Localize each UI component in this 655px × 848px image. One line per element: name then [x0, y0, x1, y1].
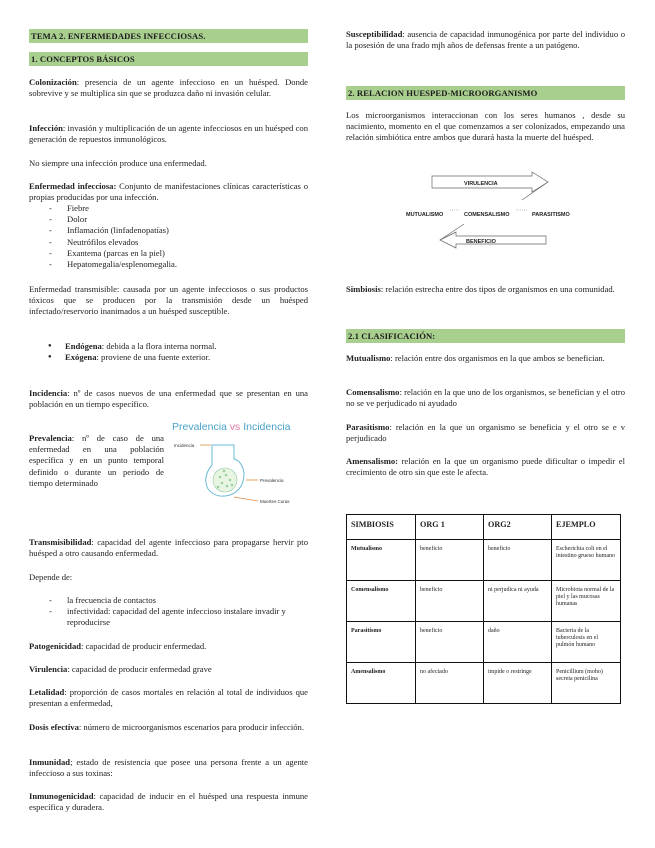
table-header-row [347, 515, 621, 540]
def-letalidad: Letalidad: proporción de casos mortales en relación al total de individuos que presentan a enfermedad, [29, 687, 308, 709]
label-incidencia: Incidencia [174, 443, 195, 448]
table-cell: Amensalismo [347, 663, 416, 704]
table-cell: Penicillium (moho) secreta penicilina [552, 663, 621, 704]
list-item: ● Endógena: debida a la flora interna normal. [29, 341, 308, 352]
def-enfermedad-infecciosa: Enfermedad infecciosa: Conjunto de manifestaciones clínicas características o propias producidas por una infección. [29, 181, 309, 203]
def-colonizacion: Colonización: presencia de un agente infeccioso en un huésped. Donde sobrevive y se multiplica sin que se produzca daño ni invasión celular. [29, 77, 308, 99]
figure-drawing [172, 435, 308, 507]
table-cell: daño [484, 622, 552, 663]
list-item: - Neutrófilos elevados [29, 237, 308, 248]
table-cell: beneficio [416, 581, 484, 622]
table-header: ORG 1 [416, 515, 484, 540]
label-virulencia: VIRULENCIA [464, 181, 498, 187]
table-cell: Parasitismo [347, 622, 416, 663]
relacion-paragraph: Los microorganismos interaccionan con los seres humanos , desde su nacimiento, momento en el que comenzamos a ser colonizados, empezando una relación simbiótica entre ambos que durará hasta la muerte del huésped. [346, 110, 625, 143]
label-mutualismo: MUTUALISMO [406, 212, 444, 218]
label-parasitismo: PARASITISMO [532, 212, 570, 218]
label-beneficio: BENEFICIO [466, 239, 496, 245]
table-row [347, 622, 621, 663]
table-cell: impide o restringe [484, 663, 552, 704]
list-item: - infectividad: capacidad del agente infeccioso instalare invadir y reproducirse [29, 606, 308, 628]
table-row [347, 540, 621, 581]
table-cell: Microbiota normal de la piel y las mucosas humanas [552, 581, 621, 622]
table-row [347, 663, 621, 704]
def-amensalismo: Amensalismo: relación en la que un organismo puede dificultar o impedir el crecimiento de otro sin que este le afecta. [346, 456, 625, 478]
def-virulencia: Virulencia: capacidad de producir enfermedad grave [29, 664, 212, 674]
table-cell: beneficio [416, 622, 484, 663]
def-patogenicidad: Patogenicidad: capacidad de producir enfermedad. [29, 641, 207, 651]
table-cell: Escherichia coli en el intestino grueso humano [552, 540, 621, 581]
label-prevalencia: Prevalencia [260, 478, 284, 483]
list-item: - Dolor [29, 214, 308, 225]
section-heading-conceptos: 1. CONCEPTOS BÁSICOS [29, 52, 308, 66]
def-parasitismo: Parasitismo: relación en la que un organismo se beneficia y el otro se e v perjudicado [346, 422, 625, 444]
symbiosis-spectrum-diagram [400, 168, 580, 264]
table-cell: beneficio [416, 540, 484, 581]
def-enfermedad-transmisible: Enfermedad transmisible: causada por un agente infecciosos o sus productos tóxicos que se producen por la transmisión desde un huésped infectado/reservorio inanimados a un huésped susceptible. [29, 284, 308, 317]
list-item: - Fiebre [29, 203, 308, 214]
table-cell: Mutualismo [347, 540, 416, 581]
def-infeccion: Infección: invasión y multiplicación de un agente infecciosos en un huésped con generación de repuestos inmunológicos. [29, 123, 308, 145]
figure-title: Prevalencia vs Incidencia [172, 421, 291, 433]
table-cell: no afectado [416, 663, 484, 704]
list-item: - Exantema (parcas en la piel) [29, 248, 308, 259]
def-prevalencia: Prevalencia: nº de caso de una enfermedad en una población específica y en un punto temporal definido o durante un periodo de tiempo determinado [29, 433, 164, 488]
note-no-siempre: No siempre una infección produce una enfermedad. [29, 158, 207, 168]
label-muertes-curas: Muertes Curas [260, 499, 290, 504]
depende-de: Depende de: [29, 572, 73, 582]
origin-list [29, 341, 308, 363]
def-simbiosis: Simbiosis: relación estrecha entre dos tipos de organismos en una comunidad. [346, 284, 615, 294]
section-heading-relacion: 2. RELACION HUESPED-MICROORGANISMO [346, 86, 625, 100]
symbiosis-table [346, 514, 621, 704]
symptom-list [29, 203, 308, 270]
def-inmunidad: Inmunidad; estado de resistencia que posee una persona frente a un agente infeccioso a sus toxinas: [29, 757, 308, 779]
list-item: - Inflamación (linfadenopatías) [29, 225, 308, 236]
prevalence-figure [172, 421, 308, 507]
list-item: - Hepatomegalia/esplenomegalia. [29, 259, 308, 270]
def-transmisibilidad: Transmisibilidad: capacidad del agente infeccioso para propagarse hervir pto huésped a otro causando enfermedad. [29, 537, 308, 559]
table-header: SIMBIOSIS [347, 515, 416, 540]
def-susceptibilidad: Susceptibilidad: ausencia de capacidad inmunogénica por parte del individuo o la posesión de una frado mjh años de defensas frente a un patógeno. [346, 29, 625, 51]
list-item: ● Exógena: proviene de una fuente exterior. [29, 352, 308, 363]
depende-list [29, 595, 308, 629]
section-heading-clasificacion: 2.1 CLASIFICACIÓN: [346, 329, 625, 343]
list-item: - la frecuencia de contactos [29, 595, 308, 606]
def-incidencia: Incidencia: nº de casos nuevos de una enfermedad que se presentan en una población en un tiempo específico. [29, 388, 308, 410]
def-mutualismo: Mutualismo: relación entre dos organismos en la que ambos se benefician. [346, 353, 605, 363]
def-dosis-efectiva: Dosis efectiva: número de microorganismos escenarios para producir infección. [29, 722, 305, 732]
outflow-arrow [234, 497, 258, 501]
def-comensalismo: Comensalismo: relación en la que uno de los organismos, se benefician y el otro no se ve perjudicado ni ayudado [346, 387, 625, 409]
table-cell: Comensalismo [347, 581, 416, 622]
label-comensalismo: COMENSALISMO [464, 212, 510, 218]
table-cell: Bacteria de la tuberculosis en el pulmón humano [552, 622, 621, 663]
document-title: TEMA 2. ENFERMEDADES INFECCIOSAS. [29, 29, 308, 43]
def-inmunogenicidad: Inmunogenicidad: capacidad de inducir en el huésped una respuesta inmune específica y duradera. [29, 791, 308, 813]
table-row [347, 581, 621, 622]
table-header: EJEMPLO [552, 515, 621, 540]
table-cell: ni perjudica ni ayuda [484, 581, 552, 622]
table-cell: beneficio [484, 540, 552, 581]
table-header: ORG2 [484, 515, 552, 540]
